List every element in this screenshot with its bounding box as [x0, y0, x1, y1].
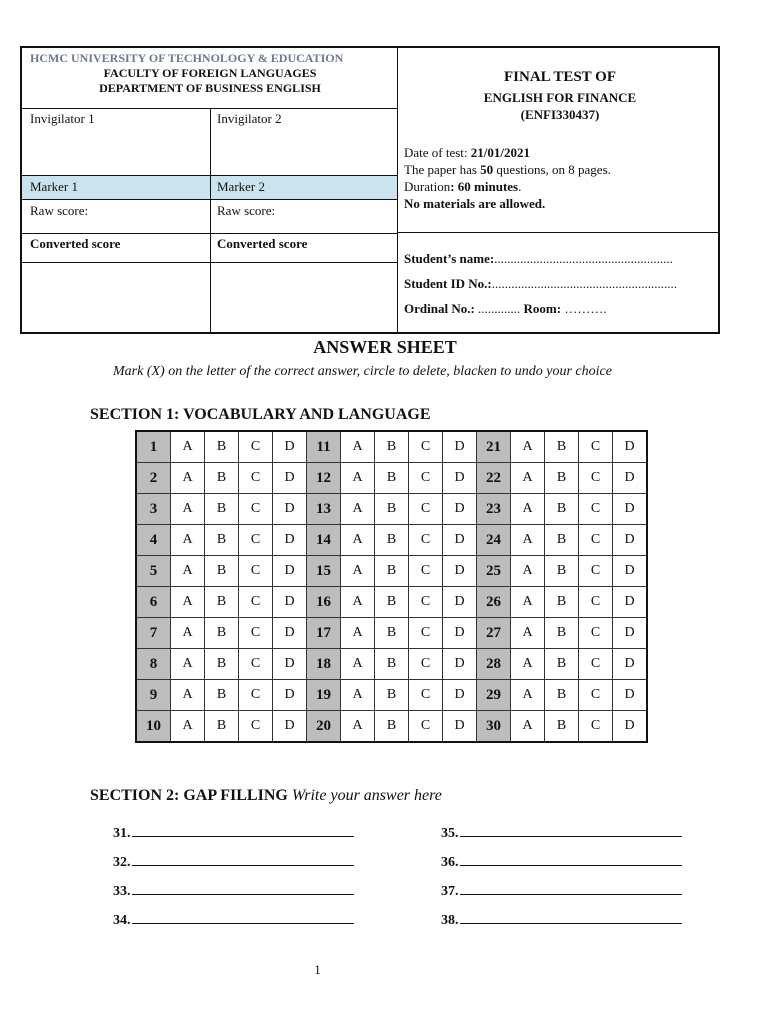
- answer-line[interactable]: [132, 911, 354, 924]
- gap-answer-field[interactable]: [441, 882, 682, 900]
- answer-option-d[interactable]: D: [613, 649, 648, 680]
- answer-option-c[interactable]: C: [239, 649, 273, 680]
- gap-number: 32.: [113, 855, 131, 870]
- answer-option-a[interactable]: A: [171, 587, 205, 618]
- answer-option-a[interactable]: A: [171, 556, 205, 587]
- question-number: 14: [307, 525, 341, 556]
- answer-option-c[interactable]: C: [409, 680, 443, 711]
- question-number: 4: [136, 525, 171, 556]
- answer-option-d[interactable]: D: [273, 587, 307, 618]
- answer-option-a[interactable]: A: [171, 463, 205, 494]
- question-number: 18: [307, 649, 341, 680]
- answer-option-d[interactable]: D: [613, 556, 648, 587]
- answer-option-d[interactable]: D: [613, 711, 648, 743]
- answer-option-d[interactable]: D: [273, 525, 307, 556]
- answer-instruction: Mark (X) on the letter of the correct answer, circle to delete, blacken to undo your choice: [113, 364, 612, 379]
- table-row: [136, 618, 647, 649]
- answer-option-a[interactable]: A: [341, 525, 375, 556]
- answer-line[interactable]: [460, 853, 682, 866]
- question-number: 11: [307, 431, 341, 463]
- answer-option-b[interactable]: B: [205, 463, 239, 494]
- answer-option-c[interactable]: C: [409, 431, 443, 463]
- answer-option-b[interactable]: B: [545, 711, 579, 743]
- answer-option-d[interactable]: D: [443, 525, 477, 556]
- gap-answer-field[interactable]: [113, 824, 354, 842]
- gap-answer-field[interactable]: [441, 853, 682, 871]
- answer-sheet-heading: ANSWER SHEET: [313, 337, 457, 357]
- student-id-field[interactable]: Student ID No.:.........................................................: [404, 276, 678, 291]
- answer-option-d[interactable]: D: [613, 587, 648, 618]
- gap-number: 37.: [441, 884, 459, 899]
- answer-option-d[interactable]: D: [273, 494, 307, 525]
- answer-option-a[interactable]: A: [511, 525, 545, 556]
- table-row: [136, 711, 647, 743]
- answer-option-c[interactable]: C: [579, 711, 613, 743]
- exam-code: (ENFI330437): [520, 107, 600, 122]
- answer-option-b[interactable]: B: [375, 587, 409, 618]
- answer-option-c[interactable]: C: [409, 587, 443, 618]
- answer-option-c[interactable]: C: [409, 556, 443, 587]
- answer-option-b[interactable]: B: [545, 494, 579, 525]
- answer-option-c[interactable]: C: [409, 494, 443, 525]
- question-number: 7: [136, 618, 171, 649]
- answer-option-b[interactable]: B: [375, 494, 409, 525]
- answer-option-d[interactable]: D: [443, 431, 477, 463]
- answer-option-d[interactable]: D: [273, 649, 307, 680]
- answer-option-a[interactable]: A: [171, 711, 205, 743]
- question-number: 22: [477, 463, 511, 494]
- gap-number: 34.: [113, 913, 131, 928]
- answer-option-a[interactable]: A: [341, 649, 375, 680]
- answer-option-d[interactable]: D: [273, 618, 307, 649]
- gap-answer-field[interactable]: [113, 911, 354, 929]
- answer-option-c[interactable]: C: [409, 463, 443, 494]
- answer-option-a[interactable]: A: [511, 680, 545, 711]
- question-number: 25: [477, 556, 511, 587]
- table-row: [136, 525, 647, 556]
- invigilator-1-label: Invigilator 1: [30, 111, 95, 126]
- question-number: 9: [136, 680, 171, 711]
- answer-option-b[interactable]: B: [205, 431, 239, 463]
- answer-option-a[interactable]: A: [511, 649, 545, 680]
- question-number: 3: [136, 494, 171, 525]
- question-number: 12: [307, 463, 341, 494]
- answer-option-a[interactable]: A: [341, 431, 375, 463]
- answer-option-c[interactable]: C: [579, 494, 613, 525]
- question-number: 23: [477, 494, 511, 525]
- answer-option-b[interactable]: B: [375, 618, 409, 649]
- question-number: 15: [307, 556, 341, 587]
- exam-materials: No materials are allowed.: [404, 196, 546, 211]
- answer-option-c[interactable]: C: [579, 463, 613, 494]
- answer-option-b[interactable]: B: [545, 463, 579, 494]
- question-number: 6: [136, 587, 171, 618]
- answer-option-a[interactable]: A: [511, 587, 545, 618]
- exam-duration: Duration: 60 minutes.: [404, 179, 522, 194]
- answer-option-a[interactable]: A: [341, 680, 375, 711]
- answer-option-c[interactable]: C: [579, 556, 613, 587]
- answer-option-a[interactable]: A: [341, 618, 375, 649]
- answer-option-c[interactable]: C: [239, 711, 273, 743]
- answer-option-d[interactable]: D: [273, 711, 307, 743]
- answer-option-a[interactable]: A: [511, 711, 545, 743]
- answer-option-d[interactable]: D: [613, 680, 648, 711]
- table-row: [136, 463, 647, 494]
- table-row: [136, 680, 647, 711]
- question-number: 2: [136, 463, 171, 494]
- answer-option-b[interactable]: B: [545, 587, 579, 618]
- answer-option-b[interactable]: B: [205, 711, 239, 743]
- answer-option-b[interactable]: B: [545, 525, 579, 556]
- answer-option-b[interactable]: B: [545, 618, 579, 649]
- answer-option-a[interactable]: A: [511, 618, 545, 649]
- answer-option-b[interactable]: B: [375, 431, 409, 463]
- question-number: 24: [477, 525, 511, 556]
- marker-2-label: Marker 2: [217, 179, 266, 194]
- answer-option-b[interactable]: B: [205, 525, 239, 556]
- invigilator-2-label: Invigilator 2: [217, 111, 282, 126]
- answer-option-c[interactable]: C: [239, 463, 273, 494]
- answer-option-d[interactable]: D: [273, 556, 307, 587]
- answer-line[interactable]: [460, 882, 682, 895]
- gap-number: 33.: [113, 884, 131, 899]
- answer-option-b[interactable]: B: [375, 525, 409, 556]
- answer-option-d[interactable]: D: [273, 431, 307, 463]
- answer-option-a[interactable]: A: [171, 649, 205, 680]
- table-row: [136, 494, 647, 525]
- answer-option-d[interactable]: D: [443, 618, 477, 649]
- table-row: [136, 431, 647, 463]
- gap-number: 36.: [441, 855, 459, 870]
- table-row: [136, 556, 647, 587]
- question-number: 10: [136, 711, 171, 743]
- answer-option-c[interactable]: C: [579, 618, 613, 649]
- gap-number: 35.: [441, 826, 459, 841]
- answer-line[interactable]: [460, 911, 682, 924]
- converted-score-2-label: Converted score: [217, 236, 308, 251]
- answer-option-c[interactable]: C: [579, 587, 613, 618]
- table-row: [136, 587, 647, 618]
- answer-option-c[interactable]: C: [409, 711, 443, 743]
- answer-option-c[interactable]: C: [239, 618, 273, 649]
- answer-option-a[interactable]: A: [341, 556, 375, 587]
- question-number: 21: [477, 431, 511, 463]
- converted-score-1-label: Converted score: [30, 236, 121, 251]
- exam-date: Date of test: 21/01/2021: [404, 145, 531, 160]
- answer-option-b[interactable]: B: [205, 556, 239, 587]
- question-number: 1: [136, 431, 171, 463]
- raw-score-2-label: Raw score:: [217, 203, 276, 218]
- student-name-field[interactable]: Student’s name:.......................................................: [404, 251, 673, 266]
- section-1-heading: SECTION 1: VOCABULARY AND LANGUAGE: [90, 406, 431, 423]
- answer-option-c[interactable]: C: [409, 649, 443, 680]
- table-row: [136, 649, 647, 680]
- answer-option-d[interactable]: D: [613, 618, 648, 649]
- answer-option-b[interactable]: B: [205, 587, 239, 618]
- answer-option-a[interactable]: A: [171, 525, 205, 556]
- answer-option-c[interactable]: C: [579, 680, 613, 711]
- question-number: 17: [307, 618, 341, 649]
- question-number: 13: [307, 494, 341, 525]
- answer-option-b[interactable]: B: [375, 556, 409, 587]
- answer-option-a[interactable]: A: [171, 494, 205, 525]
- answer-option-b[interactable]: B: [375, 680, 409, 711]
- answer-option-b[interactable]: B: [545, 431, 579, 463]
- university-name: HCMC UNIVERSITY OF TECHNOLOGY & EDUCATION: [30, 51, 344, 65]
- gap-number: 38.: [441, 913, 459, 928]
- answer-option-d[interactable]: D: [443, 649, 477, 680]
- answer-option-d[interactable]: D: [273, 463, 307, 494]
- answer-option-b[interactable]: B: [545, 680, 579, 711]
- answer-option-a[interactable]: A: [511, 463, 545, 494]
- answer-option-a[interactable]: A: [511, 556, 545, 587]
- answer-line[interactable]: [460, 824, 682, 837]
- question-number: 26: [477, 587, 511, 618]
- answer-option-c[interactable]: C: [239, 680, 273, 711]
- question-number: 19: [307, 680, 341, 711]
- answer-option-c[interactable]: C: [239, 587, 273, 618]
- answer-option-a[interactable]: A: [341, 711, 375, 743]
- exam-subject: ENGLISH FOR FINANCE: [483, 90, 637, 105]
- marker-1-label: Marker 1: [30, 179, 79, 194]
- answer-line[interactable]: [132, 824, 354, 837]
- answer-option-a[interactable]: A: [341, 587, 375, 618]
- question-number: 30: [477, 711, 511, 743]
- answer-option-b[interactable]: B: [375, 463, 409, 494]
- department-name: DEPARTMENT OF BUSINESS ENGLISH: [99, 81, 321, 95]
- gap-answer-field[interactable]: [113, 853, 354, 871]
- exam-title: FINAL TEST OF: [504, 69, 616, 85]
- question-number: 8: [136, 649, 171, 680]
- gap-answer-field[interactable]: [113, 882, 354, 900]
- question-number: 20: [307, 711, 341, 743]
- answer-option-b[interactable]: B: [205, 680, 239, 711]
- answer-option-b[interactable]: B: [545, 649, 579, 680]
- answer-option-c[interactable]: C: [409, 618, 443, 649]
- answer-option-d[interactable]: D: [443, 494, 477, 525]
- question-number: 28: [477, 649, 511, 680]
- ordinal-room-field[interactable]: Ordinal No.: ............. Room: ……….: [404, 301, 607, 316]
- exam-pages: The paper has 50 questions, on 8 pages.: [404, 162, 611, 177]
- answer-option-a[interactable]: A: [171, 680, 205, 711]
- answer-option-c[interactable]: C: [239, 494, 273, 525]
- answer-line[interactable]: [132, 853, 354, 866]
- answer-option-c[interactable]: C: [579, 649, 613, 680]
- answer-option-c[interactable]: C: [239, 431, 273, 463]
- answer-option-d[interactable]: D: [443, 463, 477, 494]
- answer-option-d[interactable]: D: [443, 556, 477, 587]
- answer-option-b[interactable]: B: [205, 494, 239, 525]
- answer-option-c[interactable]: C: [239, 556, 273, 587]
- answer-option-b[interactable]: B: [375, 649, 409, 680]
- answer-option-a[interactable]: A: [171, 431, 205, 463]
- answer-option-b[interactable]: B: [205, 618, 239, 649]
- raw-score-1-label: Raw score:: [30, 203, 89, 218]
- answer-option-b[interactable]: B: [545, 556, 579, 587]
- answer-option-b[interactable]: B: [205, 649, 239, 680]
- answer-line[interactable]: [132, 882, 354, 895]
- question-number: 29: [477, 680, 511, 711]
- answer-option-a[interactable]: A: [341, 463, 375, 494]
- answer-option-d[interactable]: D: [613, 431, 648, 463]
- answer-option-c[interactable]: C: [579, 431, 613, 463]
- answer-option-a[interactable]: A: [511, 431, 545, 463]
- answer-option-d[interactable]: D: [443, 680, 477, 711]
- gap-answer-field[interactable]: [441, 911, 682, 929]
- answer-option-d[interactable]: D: [613, 463, 648, 494]
- answer-option-c[interactable]: C: [409, 525, 443, 556]
- faculty-name: FACULTY OF FOREIGN LANGUAGES: [103, 66, 317, 80]
- answer-grid: [135, 430, 648, 743]
- answer-option-b[interactable]: B: [375, 711, 409, 743]
- answer-option-c[interactable]: C: [239, 525, 273, 556]
- section-2-heading: SECTION 2: GAP FILLING Write your answer here: [90, 787, 442, 804]
- gap-number: 31.: [113, 826, 131, 841]
- answer-option-d[interactable]: D: [613, 494, 648, 525]
- answer-option-d[interactable]: D: [443, 587, 477, 618]
- gap-answer-field[interactable]: [441, 824, 682, 842]
- answer-option-a[interactable]: A: [171, 618, 205, 649]
- question-number: 16: [307, 587, 341, 618]
- answer-option-d[interactable]: D: [443, 711, 477, 743]
- answer-option-a[interactable]: A: [341, 494, 375, 525]
- answer-option-d[interactable]: D: [273, 680, 307, 711]
- question-number: 27: [477, 618, 511, 649]
- page-number: 1: [314, 962, 321, 977]
- answer-option-c[interactable]: C: [579, 525, 613, 556]
- answer-option-a[interactable]: A: [511, 494, 545, 525]
- header-table: [20, 46, 720, 334]
- answer-option-d[interactable]: D: [613, 525, 648, 556]
- question-number: 5: [136, 556, 171, 587]
